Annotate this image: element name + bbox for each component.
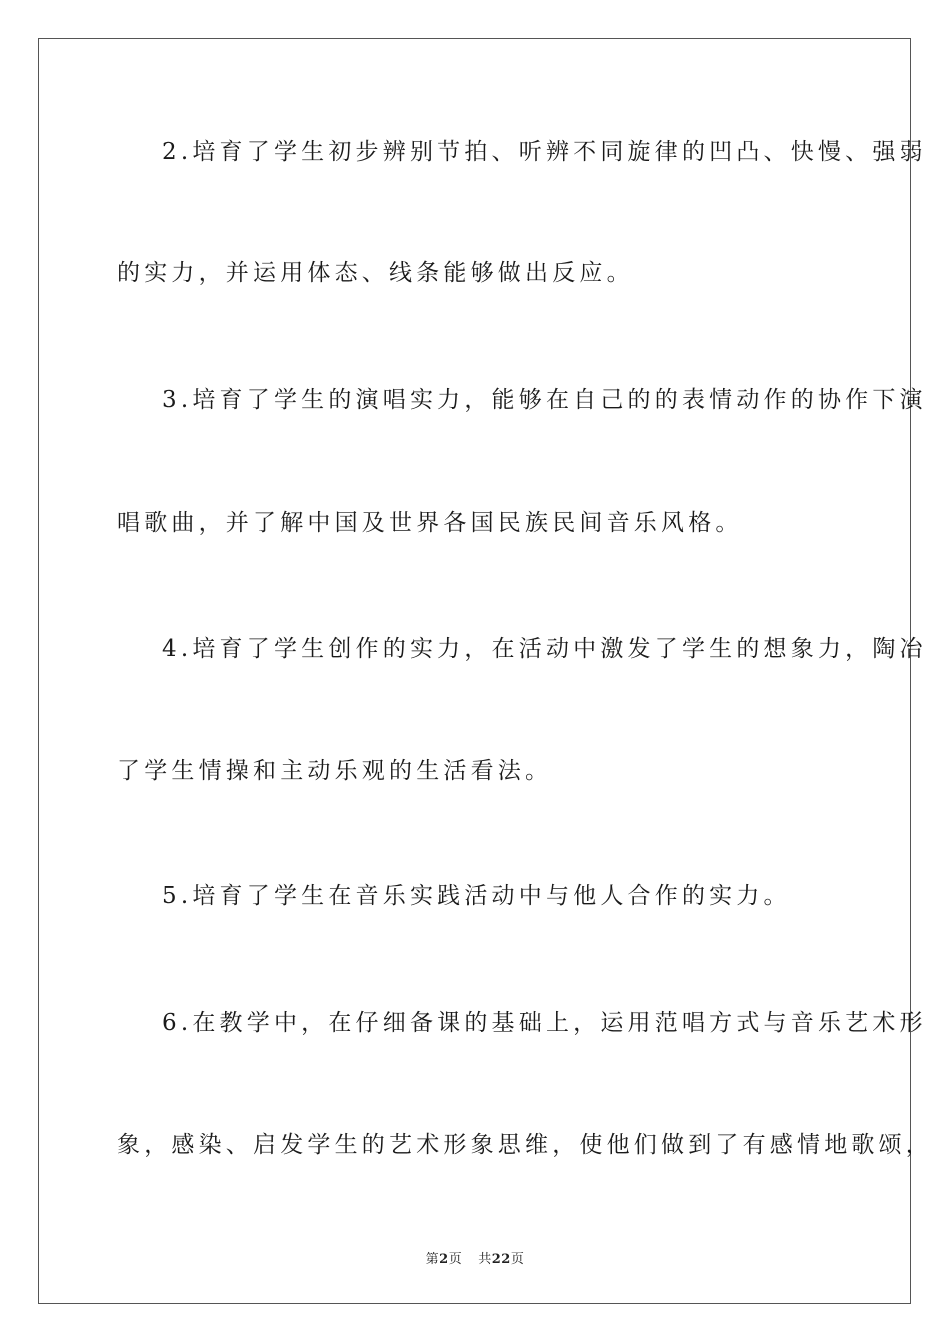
page-number-prefix: 第: [425, 1252, 440, 1267]
paragraph-3-line-2: 唱歌曲，并了解中国及世界各国民族民间音乐风格。: [117, 510, 743, 536]
paragraph-6-line-1: 6.在教学中，在仔细备课的基础上，运用范唱方式与音乐艺术形: [162, 1010, 927, 1036]
paragraph-3-line-1: 3.培育了学生的演唱实力，能够在自己的的表情动作的协作下演: [162, 387, 927, 413]
page-number-suffix: 页: [448, 1252, 463, 1267]
paragraph-2-line-1: 2.培育了学生初步辨别节拍、听辨不同旋律的凹凸、快慢、强弱: [162, 139, 927, 165]
page-total-suffix: 页: [510, 1252, 525, 1267]
paragraph-6-line-2: 象，感染、启发学生的艺术形象思维，使他们做到了有感情地歌颂，: [117, 1132, 933, 1158]
page-footer: [0, 1248, 950, 1267]
page-total-prefix: 共: [478, 1252, 492, 1267]
page-border: [38, 38, 911, 1304]
paragraph-4-line-1: 4.培育了学生创作的实力，在活动中激发了学生的想象力，陶冶: [162, 636, 927, 662]
paragraph-2-line-2: 的实力，并运用体态、线条能够做出反应。: [117, 260, 634, 286]
paragraph-4-line-2: 了学生情操和主动乐观的生活看法。: [117, 758, 553, 784]
page-number-current: 2: [439, 1252, 449, 1267]
paragraph-5-line-1: 5.培育了学生在音乐实践活动中与他人合作的实力。: [162, 883, 791, 909]
page-total-count: 22: [491, 1252, 511, 1267]
